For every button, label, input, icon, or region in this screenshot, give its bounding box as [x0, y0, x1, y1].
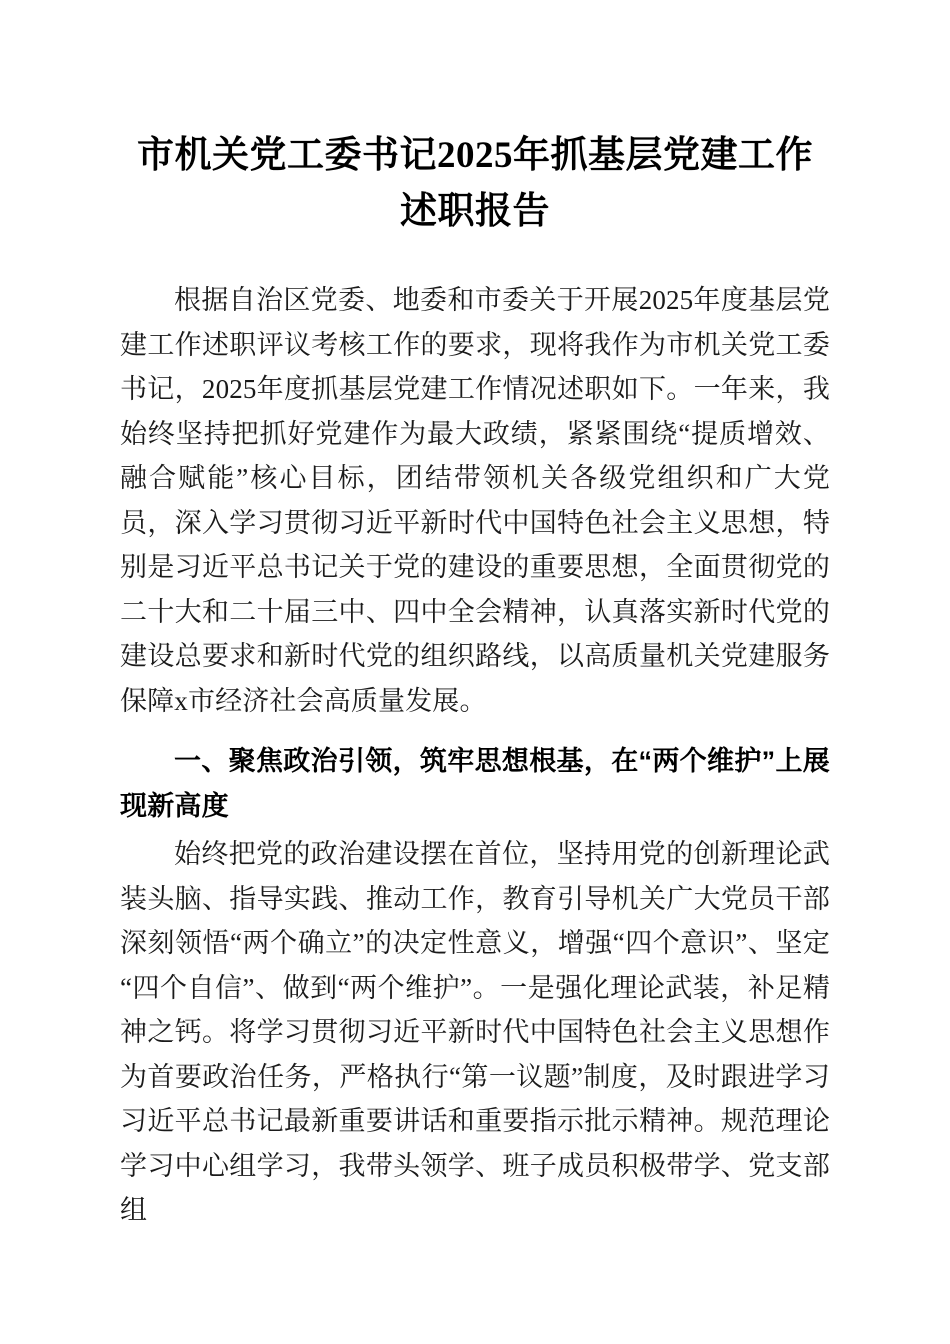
document-body: [120, 0, 830, 1233]
section-one-body-paragraph: 始终把党的政治建设摆在首位，坚持用党的创新理论武装头脑、指导实践、推动工作，教育引导机关广大党员干部深刻领悟“两个确立”的决定性意义，增强“四个意识”、坚定“四个自信”、做到“两个维护”。一是强化理论武装，补足精神之钙。将学习贯彻习近平新时代中国特色社会主义思想作为首要政治任务，严格执行“第一议题”制度，及时跟进学习习近平总书记最新重要讲话和重要指示批示精神。规范理论学习中心组学习，我带头领学、班子成员积极带学、党支部组: [120, 839, 830, 1225]
section-heading-one: 一、聚焦政治引领，筑牢思想根基，在“两个维护”上展现新高度: [120, 746, 830, 821]
page-title: 市机关党工委书记2025年抓基层党建工作述职报告: [137, 135, 813, 232]
intro-paragraph: 根据自治区党委、地委和市委关于开展2025年度基层党建工作述职评议考核工作的要求，现将我作为市机关党工委书记，2025年度抓基层党建工作情况述职如下。一年来，我始终坚持把抓好党建作为最大政绩，紧紧围绕“提质增效、融合赋能”核心目标，团结带领机关各级党组织和广大党员，深入学习贯彻习近平新时代中国特色社会主义思想，特别是习近平总书记关于党的建设的重要思想，全面贯彻党的二十大和二十届三中、四中全会精神，认真落实新时代党的建设总要求和新时代党的组织路线，以高质量机关党建服务保障x市经济社会高质量发展。: [120, 285, 830, 716]
